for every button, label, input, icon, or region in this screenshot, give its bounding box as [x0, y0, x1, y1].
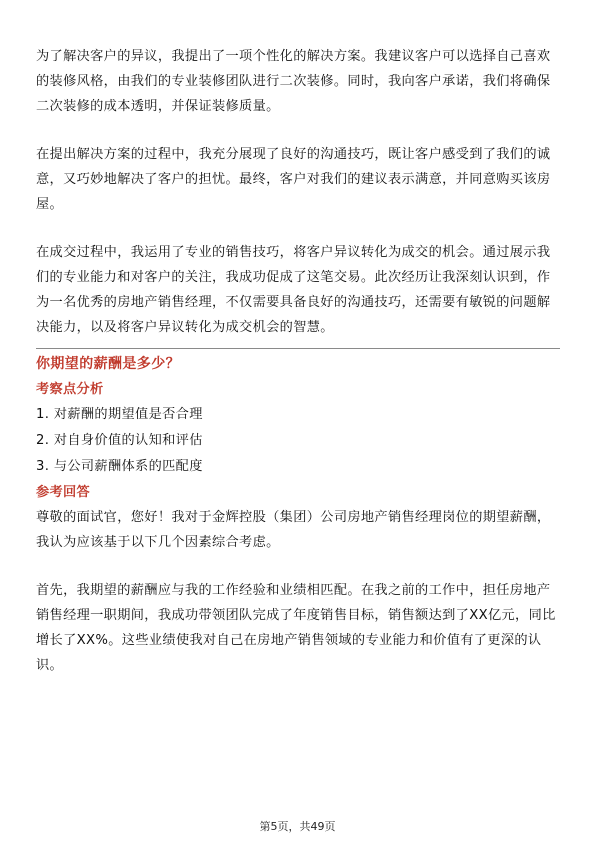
list-item: 3. 与公司薪酬体系的匹配度: [36, 459, 203, 474]
section-divider: [36, 348, 560, 349]
question-title: 你期望的薪酬是多少？: [36, 356, 180, 372]
analysis-heading: 考察点分析: [36, 382, 104, 397]
answer-paragraph: 尊敬的面试官，您好！我对于金辉控股（集团）公司房地产销售经理岗位的期望薪酬，我认为应该基于以下几个因素综合考虑。: [36, 510, 551, 550]
body-paragraph: 为了解决客户的异议，我提出了一项个性化的解决方案。我建议客户可以选择自己喜欢的装修风格，由我们的专业装修团队进行二次装修。同时，我向客户承诺，我们将确保二次装修的成本透明，并保证装修质量。: [36, 49, 551, 114]
body-paragraph: 在成交过程中，我运用了专业的销售技巧，将客户异议转化为成交的机会。通过展示我们的专业能力和对客户的关注，我成功促成了这笔交易。此次经历让我深刻认识到，作为一名优秀的房地产销售经理，不仅需要具备良好的沟通技巧，还需要有敏锐的问题解决能力，以及将客户异议转化为成交机会的智慧。: [36, 245, 551, 335]
page-number: 第5页，共49页: [259, 820, 336, 833]
list-item: 1. 对薪酬的期望值是否合理: [36, 407, 203, 422]
answer-heading: 参考回答: [36, 485, 90, 500]
page-content: [36, 44, 560, 678]
answer-paragraph: 首先，我期望的薪酬应与我的工作经验和业绩相匹配。在我之前的工作中，担任房地产销售经理一职期间，我成功带领团队完成了年度销售目标，销售额达到了XX亿元，同比增长了XX%。这些业绩使我对自己在房地产销售领域的专业能力和价值有了更深的认识。: [36, 583, 556, 673]
body-paragraph: 在提出解决方案的过程中，我充分展现了良好的沟通技巧，既让客户感受到了我们的诚意，又巧妙地解决了客户的担忧。最终，客户对我们的建议表示满意，并同意购买该房屋。: [36, 147, 551, 212]
list-item: 2. 对自身价值的认知和评估: [36, 433, 203, 448]
analysis-list: [36, 402, 560, 480]
